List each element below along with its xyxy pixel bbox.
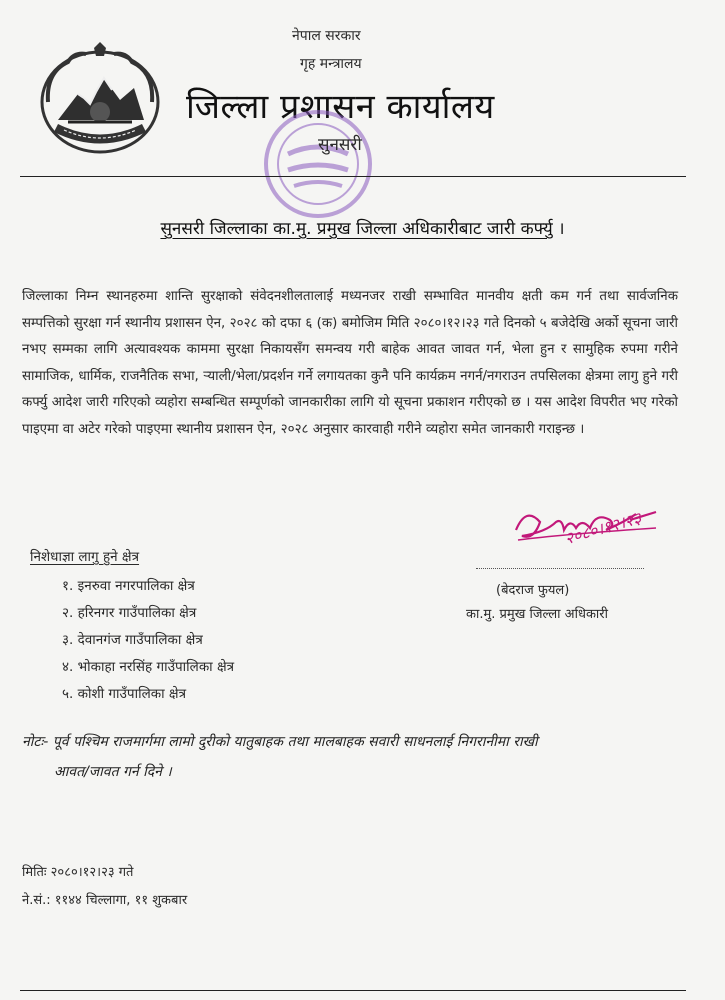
district-name: सुनसरी (318, 135, 362, 155)
header-divider (20, 176, 686, 177)
list-item: ४. भोकाहा नरसिंह गाउँपालिका क्षेत्र (62, 659, 235, 675)
footer-divider (20, 990, 686, 991)
ministry-name: गृह मन्त्रालय (300, 56, 362, 72)
restricted-areas-heading: निशेधाज्ञा लागु हुने क्षेत्र (30, 549, 140, 565)
signer-name: (बेदराज फुयल) (496, 583, 570, 598)
notice-body: जिल्लाका निम्न स्थानहरुमा शान्ति सुरक्षाको संवेदनशीलतालाई मध्यनजर राखी सम्भावित मानवीय क्षती कम गर्न तथा सार्वजनिक सम्पत्तिको सुरक्षा गर्न स्थानीय प्रशासन ऐन, २०२८ को दफा ६ (क) बमोजिम मिति २०८०।१२।२३ गते दिनको ५ बजेदेखि अर्को सूचना जारी नभए सम्मका लागि अत्यावश्यक काममा सुरक्षा निकायसँग समन्वय गरी बाहेक आवत जावत गर्न, भेला हुन र सामुहिक रुपमा गरीने सामाजिक, धार्मिक, राजनैतिक सभा, ऱ्याली/भेला/प्रदर्शन गर्ने लगायतका कुनै पनि कार्यक्रम नगर्न/नगराउन तपसिलका क्षेत्रमा लागु हुने गरी कर्फ्यु आदेश जारी गरिएको व्यहोरा सम्बन्धित सम्पूर्णको जानकारीका लागि यो सूचना प्रकाशन गरीएको छ । यस आदेश विपरीत भए गरेको पाइएमा वा अटेर गरेको पाइएमा स्थानीय प्रशासन ऐन, २०२८ अनुसार कारवाही गरीने व्यहोरा समेत जानकारी गराइन्छ । (22, 289, 678, 437)
list-item: १. इनरुवा नगरपालिका क्षेत्र (62, 578, 195, 594)
notice-subject (0, 216, 725, 239)
signature-line (476, 568, 644, 569)
signer-title: का.मु. प्रमुख जिल्ला अधिकारी (466, 607, 608, 622)
office-title: जिल्ला प्रशासन कार्यालय (186, 87, 495, 127)
list-item: २. हरिनगर गाउँपालिका क्षेत्र (62, 605, 197, 621)
nepal-samvat-date: ने.सं.: ११४४ चिल्लागा, ११ शुकबार (22, 893, 188, 908)
subject-text: सुनसरी जिल्लाका का.मु. प्रमुख जिल्ला अधिकारीबाट जारी कर्फ्यु (160, 219, 553, 239)
office-stamp (258, 104, 378, 224)
note-line-1: नोटः- पूर्व पश्चिम राजमार्गमा लामो दुरीको यातुबाहक तथा मालबाहक सवारी साधनलाई निगरानीमा राखी (22, 734, 538, 750)
government-name: नेपाल सरकार (292, 28, 361, 44)
issue-date: मितिः २०८०।१२।२३ गते (22, 865, 134, 880)
list-item: ३. देवानगंज गाउँपालिका क्षेत्र (62, 632, 203, 648)
signature-date: २०८०।१२।२३ (562, 508, 644, 549)
restricted-areas-list (62, 575, 234, 710)
subject-end: । (552, 219, 565, 239)
nepal-emblem-logo (38, 42, 162, 154)
list-item: ५. कोशी गाउँपालिका क्षेत्र (62, 686, 187, 702)
note-line-2: आवत/जावत गर्न दिने । (54, 764, 172, 780)
